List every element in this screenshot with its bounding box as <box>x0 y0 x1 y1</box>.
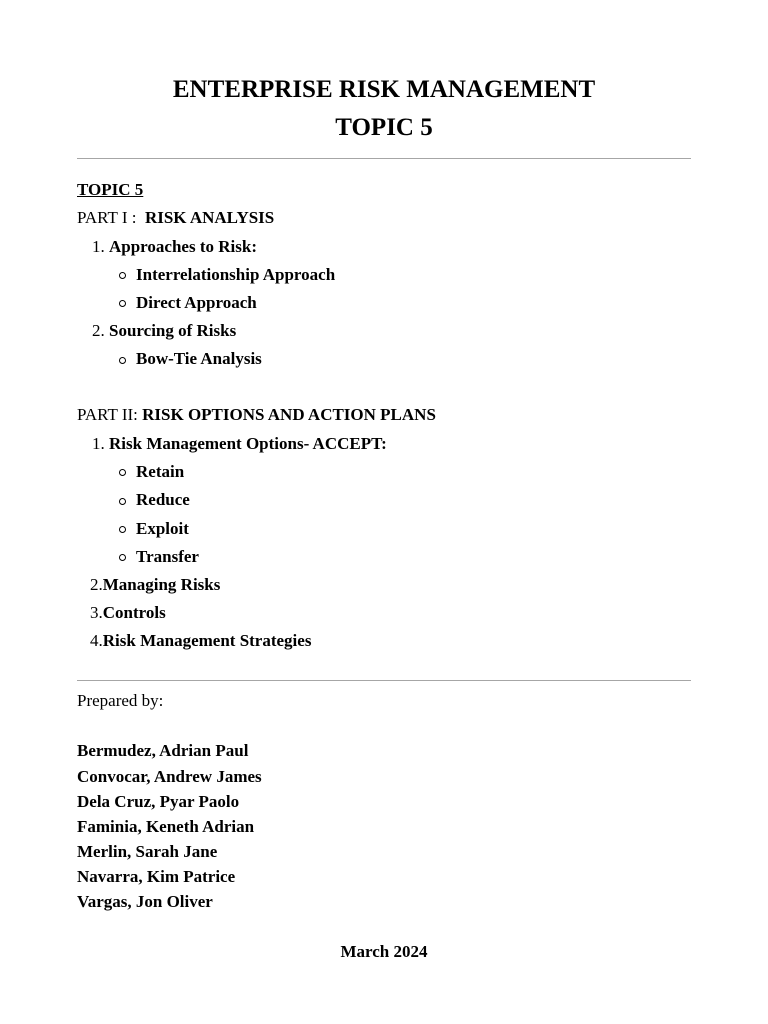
list-label: Risk Management Strategies <box>102 631 312 650</box>
list-item <box>90 602 166 624</box>
author-name: Convocar, Andrew James <box>77 767 262 786</box>
list-item <box>90 630 311 652</box>
author-name: Vargas, Jon Oliver <box>77 892 213 911</box>
part1-prefix: PART I : <box>77 208 137 227</box>
hollow-bullet-icon <box>119 300 126 307</box>
sub-list-item: Bow-Tie Analysis <box>136 349 262 368</box>
list-item <box>90 574 220 596</box>
part1-title: RISK ANALYSIS <box>144 208 275 227</box>
hollow-bullet-icon <box>119 357 126 364</box>
hollow-bullet-icon <box>119 526 126 533</box>
list-item <box>92 236 257 258</box>
list-label: Controls <box>102 603 166 622</box>
author-name: Dela Cruz, Pyar Paolo <box>77 792 240 811</box>
document-subtitle: TOPIC 5 <box>335 114 433 141</box>
author-name: Navarra, Kim Patrice <box>77 867 236 886</box>
hollow-bullet-icon <box>119 498 126 505</box>
part1-heading <box>77 207 274 229</box>
list-label: Sourcing of Risks <box>109 321 237 340</box>
author-name: Bermudez, Adrian Paul <box>77 741 249 760</box>
sub-list-item: Retain <box>136 462 185 481</box>
list-label: Risk Management Options- ACCEPT: <box>109 434 387 453</box>
author-name: Merlin, Sarah Jane <box>77 842 218 861</box>
sub-list-item: Transfer <box>136 547 199 566</box>
top-divider <box>77 158 691 159</box>
list-item <box>92 320 236 342</box>
hollow-bullet-icon <box>119 554 126 561</box>
part2-prefix: PART II: <box>77 405 138 424</box>
hollow-bullet-icon <box>119 469 126 476</box>
list-item <box>92 433 387 455</box>
sub-list-item: Direct Approach <box>136 293 257 312</box>
list-label: Managing Risks <box>102 575 221 594</box>
part2-heading <box>77 404 436 426</box>
sub-list-item: Interrelationship Approach <box>136 265 336 284</box>
section-heading: TOPIC 5 <box>77 180 144 199</box>
part2-title: RISK OPTIONS AND ACTION PLANS <box>142 405 436 424</box>
document-date: March 2024 <box>340 942 428 961</box>
list-number: 2. <box>90 575 103 594</box>
list-number: 2. <box>92 321 105 340</box>
list-number: 1. <box>92 237 105 256</box>
document-title: ENTERPRISE RISK MANAGEMENT <box>172 76 596 103</box>
list-number: 1. <box>92 434 105 453</box>
list-number: 3. <box>90 603 103 622</box>
author-name: Faminia, Keneth Adrian <box>77 817 255 836</box>
hollow-bullet-icon <box>119 272 126 279</box>
prepared-by-label: Prepared by: <box>77 691 164 710</box>
bottom-divider <box>77 680 691 681</box>
list-label: Approaches to Risk: <box>109 237 257 256</box>
sub-list-item: Reduce <box>136 490 190 509</box>
list-number: 4. <box>90 631 103 650</box>
sub-list-item: Exploit <box>136 519 189 538</box>
